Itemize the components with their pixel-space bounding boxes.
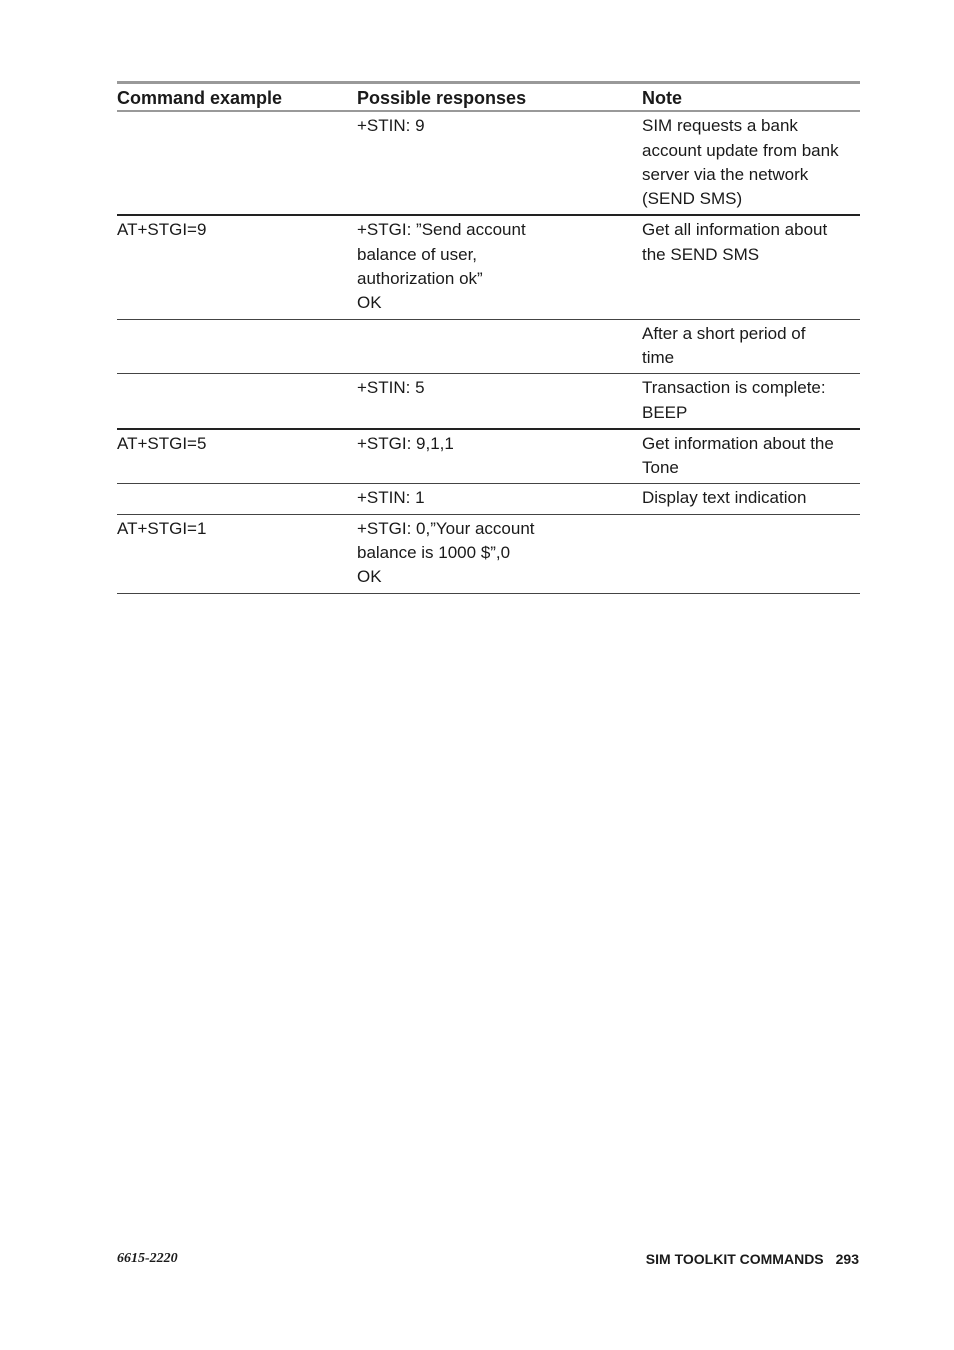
response-cell: +STIN: 9 xyxy=(357,116,425,136)
note-cell: SIM requests a bank account update from bank server via the network (SEND SMS) xyxy=(642,116,839,209)
note-cell: After a short period of time xyxy=(642,323,806,367)
command-cell: AT+STGI=9 xyxy=(117,220,207,240)
table-row xyxy=(117,484,860,514)
table-row xyxy=(117,374,860,429)
header-possible-responses: Possible responses xyxy=(357,83,642,112)
command-cell: AT+STGI=1 xyxy=(117,518,207,538)
command-cell xyxy=(117,374,357,429)
command-cell xyxy=(117,111,357,215)
header-command-example: Command example xyxy=(117,83,357,112)
table-row xyxy=(117,319,860,374)
note-cell: Transaction is complete: BEEP xyxy=(642,378,826,422)
response-cell: +STIN: 5 xyxy=(357,378,425,398)
response-cell: +STGI: ”Send account balance of user, authorization ok” OK xyxy=(357,220,526,313)
note-cell xyxy=(642,514,860,593)
command-cell xyxy=(117,319,357,374)
table-row xyxy=(117,215,860,319)
command-cell: AT+STGI=5 xyxy=(117,433,207,453)
response-cell: +STGI: 0,”Your account balance is 1000 $”,0 OK xyxy=(357,518,535,587)
response-cell xyxy=(357,319,642,374)
command-table xyxy=(117,81,860,594)
note-cell: Get all information about the SEND SMS xyxy=(642,220,828,264)
note-cell: Get information about the Tone xyxy=(642,433,834,478)
response-cell: +STIN: 1 xyxy=(357,488,425,508)
section-title: SIM TOOLKIT COMMANDS xyxy=(645,1251,824,1267)
table-row xyxy=(117,111,860,215)
table-row xyxy=(117,429,860,484)
document-number: 6615-2220 xyxy=(117,1251,178,1266)
note-cell: Display text indication xyxy=(642,488,807,508)
table-header-row xyxy=(117,83,860,112)
response-cell: +STGI: 9,1,1 xyxy=(357,433,454,453)
page-number: 293 xyxy=(835,1251,859,1267)
table-row xyxy=(117,514,860,593)
header-note: Note xyxy=(642,83,860,112)
page-footer xyxy=(646,1251,859,1267)
command-cell xyxy=(117,484,357,514)
